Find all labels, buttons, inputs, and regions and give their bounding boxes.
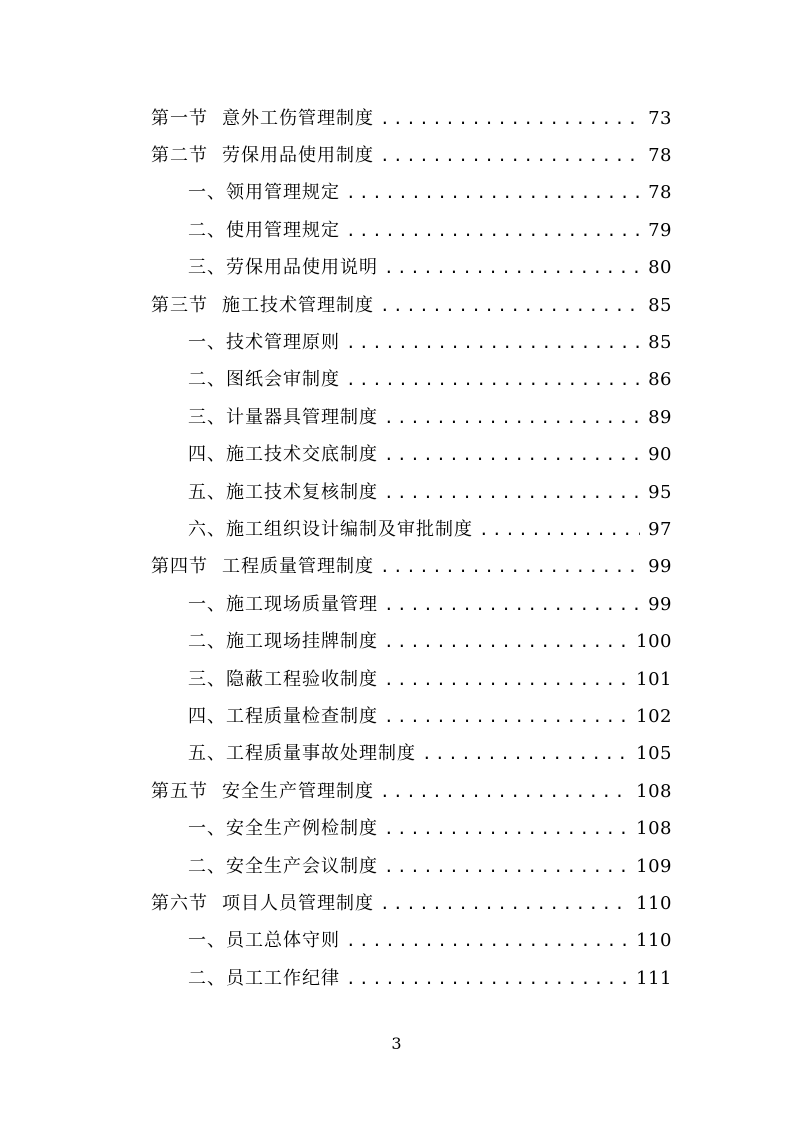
toc-entry-number: 二、 [188, 631, 226, 652]
toc-entry-number: 三、 [188, 669, 226, 690]
toc-entry[interactable] [188, 253, 672, 283]
toc-dot-leader [384, 665, 628, 695]
toc-dot-leader [380, 291, 640, 321]
toc-entry-number: 三、 [188, 407, 226, 428]
toc-dot-leader [346, 926, 628, 956]
toc-dot-leader [384, 852, 628, 882]
toc-dot-leader [380, 777, 628, 807]
toc-entry[interactable] [188, 926, 672, 956]
toc-entry-page: 86 [648, 369, 672, 390]
toc-entry-title: 项目人员管理制度 [222, 893, 374, 914]
toc-entry-title: 员工工作纪律 [226, 968, 340, 989]
toc-entry-number: 二、 [188, 220, 226, 241]
toc-entry-title: 图纸会审制度 [226, 369, 340, 390]
toc-entry[interactable] [188, 665, 672, 695]
toc-entry-title: 使用管理规定 [226, 220, 340, 241]
toc-entry[interactable] [188, 365, 672, 395]
toc-dot-leader [346, 964, 628, 994]
toc-entry-title: 领用管理规定 [226, 182, 340, 203]
toc-entry-title: 安全生产例检制度 [226, 818, 378, 839]
toc-dot-leader [384, 627, 628, 657]
toc-entry[interactable] [188, 478, 672, 508]
toc-entry-title: 安全生产会议制度 [226, 856, 378, 877]
toc-entry[interactable] [151, 552, 672, 582]
toc-dot-leader [380, 141, 640, 171]
toc-entry-title: 施工现场质量管理 [226, 594, 378, 615]
toc-dot-leader [384, 478, 640, 508]
toc-entry-page: 99 [648, 594, 672, 615]
toc-entry[interactable] [151, 104, 672, 134]
toc-dot-leader [384, 253, 640, 283]
toc-entry-number: 第六节 [151, 893, 208, 914]
toc-entry-title: 施工现场挂牌制度 [226, 631, 378, 652]
toc-entry-page: 108 [636, 818, 672, 839]
toc-entry-page: 85 [648, 332, 672, 353]
toc-entry-title: 计量器具管理制度 [226, 407, 378, 428]
toc-entry-page: 89 [648, 407, 672, 428]
toc-entry-title: 施工技术管理制度 [222, 295, 374, 316]
toc-entry-page: 95 [648, 482, 672, 503]
toc-dot-leader [380, 104, 640, 134]
toc-entry-number: 一、 [188, 594, 226, 615]
toc-dot-leader [422, 739, 628, 769]
toc-entry-number: 一、 [188, 930, 226, 951]
toc-entry-title: 劳保用品使用制度 [222, 145, 374, 166]
toc-entry[interactable] [188, 590, 672, 620]
toc-entry-number: 第五节 [151, 781, 208, 802]
toc-entry-title: 施工技术交底制度 [226, 444, 378, 465]
toc-entry[interactable] [188, 739, 672, 769]
toc-dot-leader [384, 702, 628, 732]
toc-entry-number: 六、 [188, 519, 226, 540]
toc-entry-page: 110 [636, 930, 672, 951]
toc-entry-page: 99 [648, 556, 672, 577]
toc-entry-number: 第四节 [151, 556, 208, 577]
toc-dot-leader [346, 178, 640, 208]
toc-entry-number: 第一节 [151, 108, 208, 129]
toc-entry[interactable] [188, 216, 672, 246]
toc-entry-page: 97 [648, 519, 672, 540]
toc-entry-title: 施工组织设计编制及审批制度 [226, 519, 473, 540]
toc-entry-number: 二、 [188, 369, 226, 390]
toc-entry[interactable] [188, 178, 672, 208]
toc-entry[interactable] [151, 141, 672, 171]
toc-entry-title: 员工总体守则 [226, 930, 340, 951]
toc-dot-leader [479, 515, 640, 545]
toc-entry-title: 隐蔽工程验收制度 [226, 669, 378, 690]
toc-dot-leader [384, 814, 628, 844]
toc-entry[interactable] [188, 702, 672, 732]
toc-dot-leader [380, 889, 628, 919]
toc-dot-leader [384, 590, 640, 620]
toc-entry[interactable] [188, 328, 672, 358]
toc-entry[interactable] [151, 777, 672, 807]
toc-dot-leader [346, 328, 640, 358]
toc-entry-number: 一、 [188, 332, 226, 353]
toc-entry-page: 90 [648, 444, 672, 465]
toc-entry-page: 85 [648, 295, 672, 316]
toc-dot-leader [346, 216, 640, 246]
toc-entry-number: 一、 [188, 182, 226, 203]
toc-entry-page: 102 [636, 706, 672, 727]
toc-entry-number: 二、 [188, 968, 226, 989]
toc-entry-title: 工程质量事故处理制度 [226, 743, 416, 764]
page-number: 3 [391, 1034, 402, 1053]
toc-entry[interactable] [188, 852, 672, 882]
toc-entry-page: 108 [636, 781, 672, 802]
toc-entry-title: 工程质量管理制度 [222, 556, 374, 577]
toc-entry[interactable] [188, 964, 672, 994]
toc-entry-number: 一、 [188, 818, 226, 839]
toc-entry-title: 施工技术复核制度 [226, 482, 378, 503]
toc-entry-number: 第三节 [151, 295, 208, 316]
toc-entry-title: 安全生产管理制度 [222, 781, 374, 802]
toc-entry-number: 四、 [188, 444, 226, 465]
toc-entry-page: 78 [648, 145, 672, 166]
toc-entry-page: 78 [648, 182, 672, 203]
toc-entry[interactable] [188, 814, 672, 844]
toc-entry-number: 四、 [188, 706, 226, 727]
toc-entry-page: 105 [636, 743, 672, 764]
toc-entry[interactable] [188, 403, 672, 433]
toc-entry-page: 111 [636, 968, 672, 989]
toc-dot-leader [346, 365, 640, 395]
toc-entry[interactable] [188, 627, 672, 657]
toc-entry-page: 80 [648, 257, 672, 278]
toc-entry-page: 109 [636, 856, 672, 877]
toc-entry[interactable] [188, 515, 672, 545]
toc-entry[interactable] [151, 291, 672, 321]
toc-entry-page: 79 [648, 220, 672, 241]
toc-dot-leader [384, 403, 640, 433]
toc-entry-page: 100 [636, 631, 672, 652]
toc-entry-page: 73 [648, 108, 672, 129]
toc-entry-number: 五、 [188, 743, 226, 764]
toc-entry-title: 技术管理原则 [226, 332, 340, 353]
toc-entry-number: 五、 [188, 482, 226, 503]
toc-entry-title: 工程质量检查制度 [226, 706, 378, 727]
toc-entry-page: 110 [636, 893, 672, 914]
toc-entry-number: 第二节 [151, 145, 208, 166]
toc-entry[interactable] [151, 889, 672, 919]
toc-entry-number: 三、 [188, 257, 226, 278]
toc-entry-title: 意外工伤管理制度 [222, 108, 374, 129]
toc-entry-title: 劳保用品使用说明 [226, 257, 378, 278]
toc-dot-leader [384, 440, 640, 470]
toc-entry-number: 二、 [188, 856, 226, 877]
toc-dot-leader [380, 552, 640, 582]
toc-entry[interactable] [188, 440, 672, 470]
toc-entry-page: 101 [636, 669, 672, 690]
